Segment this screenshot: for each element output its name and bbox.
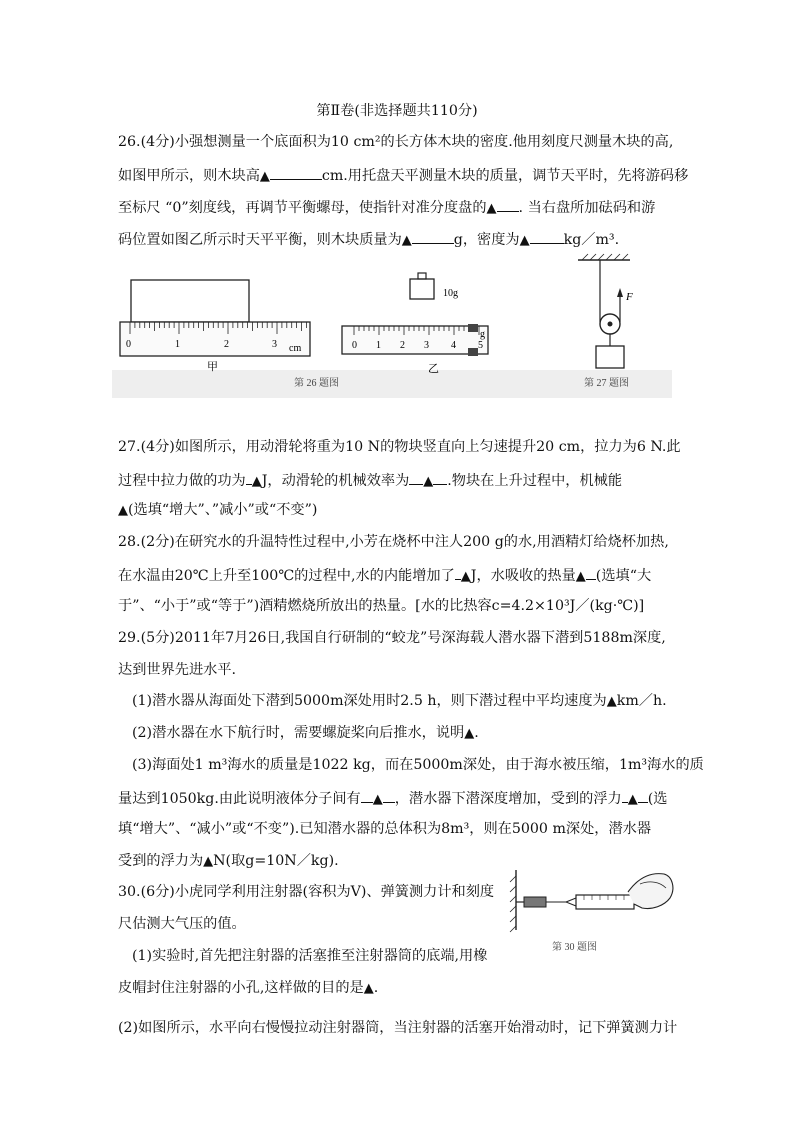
scale-tick-label: 3 [424, 340, 429, 351]
answer-blank-marker: ▲ [606, 694, 617, 709]
force-arrow [617, 288, 623, 297]
answer-blank [270, 164, 322, 180]
syringe-nozzle [566, 898, 576, 906]
ruler-tick-label: 1 [175, 339, 180, 350]
answer-blank [412, 228, 454, 244]
answer-blank-marker: ▲ [372, 792, 383, 807]
q28-line-2 [118, 564, 678, 587]
figure-26-27 [112, 252, 672, 402]
answer-blank [409, 469, 423, 485]
q27-text: 过程中拉力做的功为 [118, 473, 246, 489]
answer-blank [530, 228, 564, 244]
answer-blank-marker: ▲ [575, 569, 586, 584]
answer-blank-marker: ▲ [460, 569, 471, 584]
q27-line-3 [118, 500, 678, 521]
q29-text: (1)潜水器从海面处下潜到5000m深处用时2.5 h，则下潜过程中平均速度为 [132, 693, 607, 709]
q28-line-1: 28.(2分)在研究水的升温特性过程中,小芳在烧杯中注人200 g的水,用酒精灯给烧杯加热, [118, 534, 669, 550]
answer-blank [383, 787, 395, 803]
scale-unit: g [480, 329, 485, 340]
q27-text: J，动滑轮的机械效率为 [261, 473, 410, 489]
q29-text: . [474, 725, 479, 741]
load-block [596, 346, 624, 368]
q30-line-1: 30.(6分)小虎同学利用注射器(容积为V)、弹簧测力计和刻度 [118, 884, 495, 900]
q28-line-3: 于”、“小于”或“等于”)酒精燃烧所放出的热量。[水的比热容c=4.2×10³J／(kg·℃)] [118, 598, 645, 614]
q29-text: ，潜水器下潜深度增加，受到的浮力 [394, 791, 622, 807]
q27-line-1: 27.(4分)如图所示，用动滑轮将重为10 N的物块竖直向上匀速提升20 cm，拉力为6 N.此 [118, 439, 681, 455]
q30-text: . [373, 980, 379, 996]
ruler-unit: cm [289, 343, 302, 354]
wood-block [131, 280, 249, 322]
ruler-tick-label: 2 [224, 339, 229, 350]
q29-text: km／h. [616, 693, 667, 709]
ruler-tick-label: 0 [126, 339, 131, 350]
pulley-axle [608, 322, 613, 327]
syringe-barrel [576, 895, 634, 909]
q26-text: cm.用托盘天平测量木块的质量，调节天平时，先将游码移 [321, 168, 689, 184]
q26-line-2 [118, 164, 689, 187]
answer-blank [638, 787, 648, 803]
scale-tick-label: 5 [478, 340, 483, 351]
q26-text: g，密度为 [453, 232, 520, 248]
q30-text: 皮帽封住注射器的小孔,这样做的目的是 [118, 980, 364, 996]
answer-blank [433, 469, 447, 485]
answer-blank [497, 196, 519, 212]
answer-blank-marker: ▲ [259, 169, 270, 184]
answer-blank-marker: ▲ [203, 854, 214, 869]
hand [628, 874, 673, 909]
answer-blank-marker: ▲ [251, 474, 262, 489]
ceiling-hatch [582, 254, 628, 260]
q26-line-3 [118, 196, 678, 219]
q27-text: .物块在上升过程中，机械能 [447, 473, 623, 489]
q26-text: 如图甲所示，则木块高 [118, 168, 260, 184]
q29-text: (2)潜水器在水下航行时，需要螺旋桨向后推水，说明 [132, 725, 465, 741]
scale-tick-label: 4 [451, 340, 456, 351]
scale-tick-label: 2 [400, 340, 405, 351]
q26-line-4 [118, 228, 678, 251]
q29-line-2: 达到世界先进水平. [118, 662, 237, 678]
spring-scale [524, 897, 546, 907]
q28-text: 在水温由20℃上升至100℃的过程中,水的内能增加了 [118, 568, 455, 584]
answer-blank [586, 564, 596, 580]
force-label: F [626, 291, 633, 303]
figure-30 [500, 864, 680, 956]
figure-label-yi: 乙 [428, 363, 439, 375]
q26-text: kg／m³. [563, 232, 620, 248]
q30-line-2: 尺估测大气压的值。 [118, 916, 246, 932]
figure-label-jia: 甲 [207, 361, 218, 373]
q26-text: . 当右盘所加砝码和游 [518, 200, 656, 216]
q29-part-3-line-2 [118, 787, 678, 810]
answer-blank-marker: ▲ [401, 233, 412, 248]
rider-bottom [468, 348, 478, 356]
answer-blank-marker: ▲ [486, 201, 497, 216]
answer-blank-marker: ▲ [423, 474, 434, 489]
q30-part-1-line-1: (1)实验时,首先把注射器的活塞推至注射器筒的底端,用橡 [132, 948, 488, 964]
q29-text: N(取g=10N／kg). [213, 853, 339, 869]
syringe-graduations [584, 895, 624, 900]
q29-part-2 [132, 723, 692, 744]
weight-10g [410, 279, 434, 299]
answer-blank [361, 787, 373, 803]
q29-part-3-line-1: (3)海面处1 m³海水的质量是1022 kg，而在5000m深处，由于海水被压缩，1m³海水的质 [132, 757, 704, 773]
q26-text: 至标尺 “0”刻度线，再调节平衡螺母，使指针对准分度盘的 [118, 200, 487, 216]
weight-label: 10g [443, 288, 458, 299]
answer-blank-marker: ▲ [519, 233, 530, 248]
answer-blank-marker: ▲ [627, 792, 638, 807]
wall-hatch [510, 876, 516, 932]
q29-part-1 [132, 691, 692, 712]
q26-text: 码位置如图乙所示时天平平衡，则木块质量为 [118, 232, 402, 248]
q30-part-1-line-2 [118, 978, 678, 999]
figure-26-caption: 第 26 题图 [294, 378, 339, 389]
q29-text: 受到的浮力为 [118, 853, 204, 869]
q27-line-2 [118, 469, 678, 492]
q28-text: J，水吸收的热量 [470, 568, 576, 584]
answer-blank-marker: ▲ [363, 981, 374, 996]
q30-part-2-line-1: (2)如图所示，水平向右慢慢拉动注射器筒，当注射器的活塞开始滑动时，记下弹簧测力计 [118, 1020, 678, 1036]
q29-text: (选 [647, 791, 668, 807]
scale-tick-label: 1 [376, 340, 381, 351]
q29-part-3-line-3: 填“增大”、“减小”或“不变”).已知潜水器的总体积为8m³，则在5000 m深处，潜水器 [118, 821, 652, 837]
answer-blank-marker: ▲ [118, 503, 128, 518]
q29-line-1: 29.(5分)2011年7月26日,我国自行研制的“蛟龙”号深海载人潜水器下潜到5188m深度, [118, 630, 666, 646]
weight-knob [418, 273, 426, 279]
answer-blank-marker: ▲ [464, 726, 475, 741]
scale-tick-label: 0 [352, 340, 357, 351]
section-title: 第Ⅱ卷(非选择题共110分) [316, 103, 478, 119]
rider-top [468, 324, 478, 332]
q26-line-1: 26.(4分)小强想测量一个底面积为10 cm²的长方体木块的密度.他用刻度尺测量木块的高, [118, 134, 674, 150]
ruler-tick-label: 3 [272, 339, 277, 350]
q29-text: 量达到1050kg.由此说明液体分子间有 [118, 791, 361, 807]
q28-text: (选填“大 [595, 568, 652, 584]
figure-30-caption: 第 30 题图 [552, 942, 597, 953]
figure-27-caption: 第 27 题图 [584, 378, 629, 389]
q27-text: (选填“增大”、”减小”或“不变”) [128, 502, 318, 518]
